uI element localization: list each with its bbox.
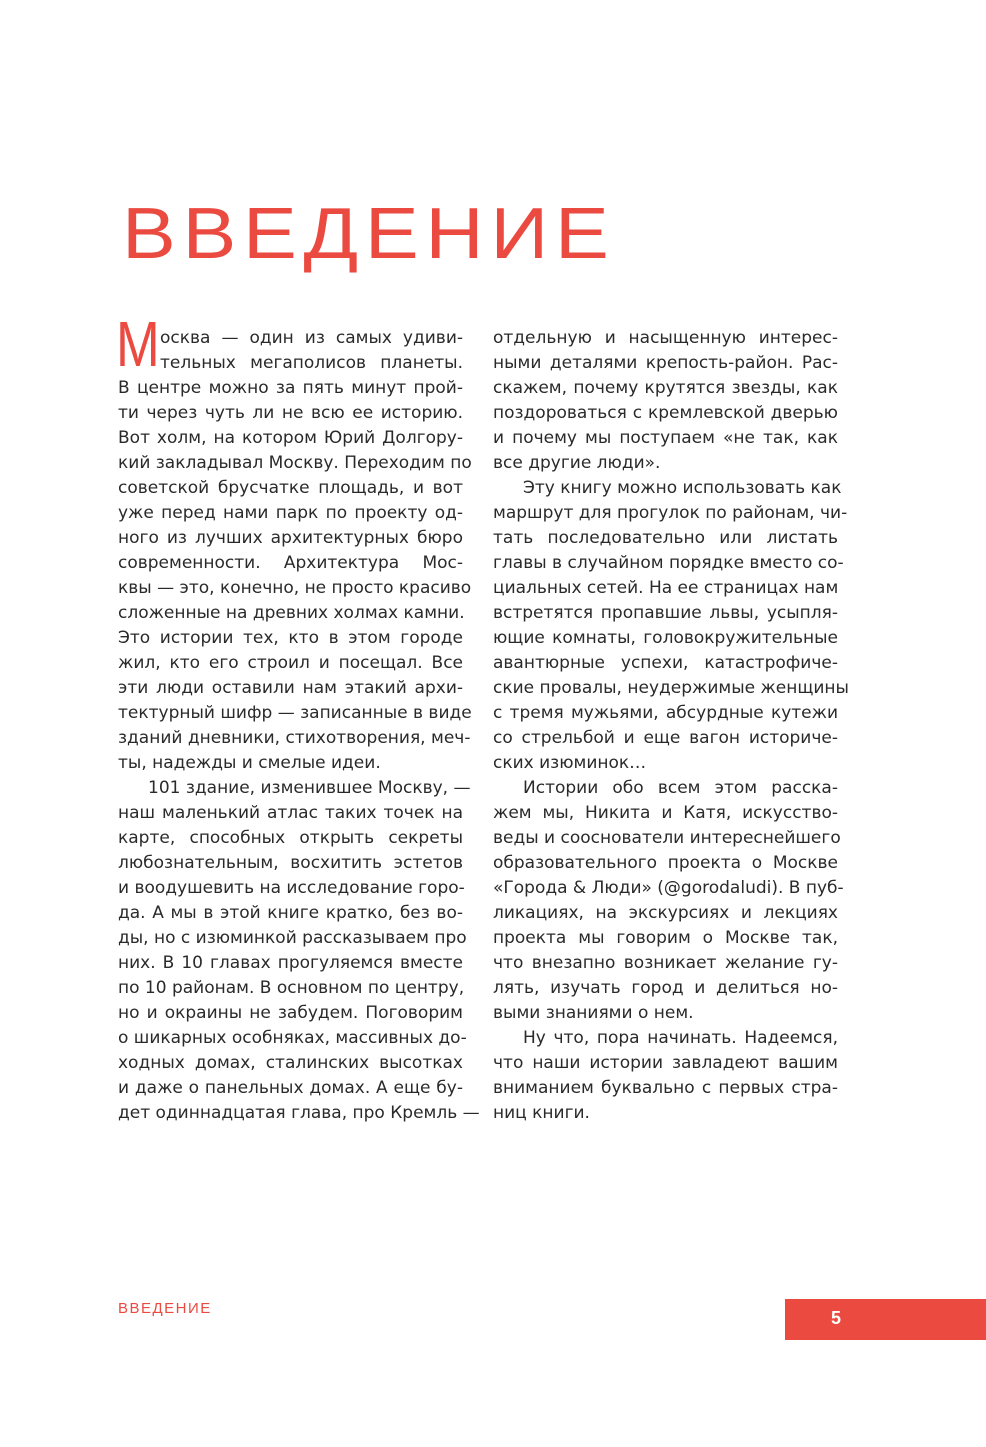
chapter-title: ВВЕДЕНИЕ: [122, 194, 616, 275]
text-line: ды, но с изюминкой рассказываем про: [118, 928, 467, 948]
text-line: ликациях, на экскурсиях и лекциях: [493, 903, 838, 923]
text-line: кий закладывал Москву. Переходим по: [118, 453, 472, 473]
text-line: тектурный шифр — записанные в виде: [118, 703, 472, 723]
text-line: наш маленький атлас таких точек на: [118, 803, 463, 823]
text-line: отдельную и насыщенную интерес-: [493, 328, 838, 348]
text-line: ниц книги.: [493, 1103, 590, 1123]
text-line: со стрельбой и еще вагон историче-: [493, 728, 838, 748]
text-line: образовательного проекта о Москве: [493, 853, 838, 873]
text-line: тельных мегаполисов планеты.: [160, 353, 463, 373]
text-line: и воодушевить на исследование горо-: [118, 878, 465, 898]
text-line: и почему мы поступаем «не так, как: [493, 428, 838, 448]
paragraph: [493, 776, 844, 1026]
text-line: ными деталями крепость-район. Рас-: [493, 353, 838, 373]
text-line: проекта мы говорим о Москве так,: [493, 928, 838, 948]
text-line: и даже о панельных домах. А еще бу-: [118, 1078, 463, 1098]
text-line: веды и сооснователи интереснейшего: [493, 828, 841, 848]
text-line: эти люди оставили нам этакий архи-: [118, 678, 463, 698]
paragraph: [493, 1026, 838, 1126]
drop-cap: М: [116, 308, 160, 380]
text-line: маршрут для прогулок по районам, чи-: [493, 503, 848, 523]
text-line: Ну что, пора начинать. Надеемся,: [523, 1028, 838, 1048]
text-line: вниманием буквально с первых стра-: [493, 1078, 838, 1098]
text-line: с тремя мужьями, абсурдные кутежи: [493, 703, 838, 723]
page-number: 5: [831, 1308, 842, 1328]
text-line: ские провалы, неудержимые женщины: [493, 678, 849, 698]
paragraph: [493, 326, 838, 476]
running-footer-section: ВВЕДЕНИЕ: [118, 1300, 212, 1317]
text-line: ских изюминок…: [493, 753, 647, 773]
text-column-right: [493, 326, 849, 1126]
text-line: по 10 районам. В основном по центру,: [118, 978, 465, 998]
text-line: авантюрные успехи, катастрофиче-: [493, 653, 838, 673]
text-line: главы в случайном порядке вместо со-: [493, 553, 844, 573]
text-line: поздороваться с кремлевской дверью: [493, 403, 838, 423]
text-line: осква — один из самых удиви-: [160, 328, 463, 348]
text-line: карте, способных открыть секреты: [118, 828, 463, 848]
text-line: ти через чуть ли не всю ее историю.: [118, 403, 463, 423]
text-line: о шикарных особняках, массивных до-: [118, 1028, 467, 1048]
text-line: Истории обо всем этом расска-: [523, 778, 838, 798]
text-line: дет одиннадцатая глава, про Кремль —: [118, 1103, 480, 1123]
text-line: Вот холм, на котором Юрий Долгору-: [118, 428, 463, 448]
text-line: жил, кто его строил и посещал. Все: [118, 653, 463, 673]
text-line: уже перед нами парк по проекту од-: [118, 503, 463, 523]
text-line: циальных сетей. На ее страницах нам: [493, 578, 839, 598]
page-number-box: [785, 1299, 986, 1340]
text-line: сложенные на древних холмах камни.: [118, 603, 465, 623]
text-line: советской брусчатке площадь, и вот: [118, 478, 463, 498]
text-column-left: [118, 326, 480, 1126]
text-line: ты, надежды и смелые идеи.: [118, 753, 381, 773]
text-line: квы — это, конечно, не просто красиво: [118, 578, 472, 598]
text-line: скажем, почему крутятся звезды, как: [493, 378, 838, 398]
text-line: что внезапно возникает желание гу-: [493, 953, 838, 973]
paragraph: [118, 326, 472, 776]
text-line: В центре можно за пять минут прой-: [118, 378, 463, 398]
text-line: любознательным, восхитить эстетов: [118, 853, 463, 873]
text-line: 101 здание, изменившее Москву, —: [148, 778, 471, 798]
text-line: зданий дневники, стихотворения, меч-: [118, 728, 471, 748]
text-line: лять, изучать город и делиться но-: [493, 978, 838, 998]
text-line: что наши истории завладеют вашим: [493, 1053, 838, 1073]
text-line: ного из лучших архитектурных бюро: [118, 528, 463, 548]
text-line: ходных домах, сталинских высотках: [118, 1053, 463, 1073]
text-line: встретятся пропавшие львы, усыпля-: [493, 603, 838, 623]
text-line: тать последовательно или листать: [493, 528, 838, 548]
text-line: Это истории тех, кто в этом городе: [118, 628, 463, 648]
text-line: «Города & Люди» (@gorodaludi). В пуб-: [493, 878, 844, 898]
text-line: жем мы, Никита и Катя, искусство-: [493, 803, 838, 823]
paragraph: [118, 776, 480, 1126]
text-line: да. А мы в этой книге кратко, без во-: [118, 903, 463, 923]
text-line: Эту книгу можно использовать как: [523, 478, 842, 498]
text-line: но и окраины не забудем. Поговорим: [118, 1003, 463, 1023]
text-line: выми знаниями о нем.: [493, 1003, 694, 1023]
text-line: все другие люди».: [493, 453, 661, 473]
text-line: них. В 10 главах прогуляемся вместе: [118, 953, 463, 973]
paragraph: [493, 476, 849, 776]
text-line: современности. Архитектура Мос-: [118, 553, 463, 573]
text-line: ющие комнаты, головокружительные: [493, 628, 838, 648]
